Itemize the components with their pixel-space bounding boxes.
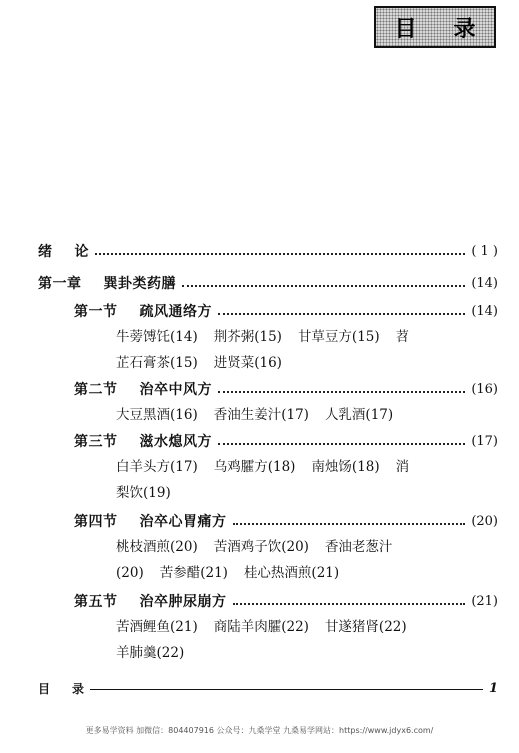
footer-rule	[90, 689, 483, 690]
recipe-entry[interactable]: 南烛饧(18)	[311, 459, 380, 475]
toc-row-section-2[interactable]	[74, 378, 498, 400]
footer-label: 目 录	[38, 681, 85, 696]
recipe-entry[interactable]: 甘草豆方(15)	[297, 329, 380, 345]
page-ref: ( 1 )	[471, 243, 498, 259]
page-footer	[38, 678, 498, 698]
page-ref: (20)	[471, 513, 498, 529]
recipe-entry[interactable]: 羊肺羹(22)	[116, 645, 185, 661]
watermark-text: 更多易学资料 加微信：804407916 公众号：九桑学堂 九桑易学网站：https://www.jdyx6.com/	[85, 726, 434, 735]
page-ref: (16)	[471, 381, 498, 397]
entry-line	[116, 326, 496, 348]
title-char-1: 目	[394, 16, 417, 42]
recipe-entry[interactable]: 苕	[395, 329, 410, 345]
recipe-entry[interactable]: 桂心热酒煎(21)	[243, 565, 340, 581]
recipe-entry[interactable]: 大豆黑酒(16)	[116, 407, 198, 423]
recipe-entry[interactable]: 香油老葱汁	[324, 539, 393, 555]
entry-line	[116, 352, 496, 374]
recipe-entry[interactable]: 香油生姜汁(17)	[213, 407, 309, 423]
recipe-entry[interactable]: 商陆羊肉臛(22)	[213, 619, 309, 635]
page-ref: (17)	[471, 433, 498, 449]
leader-dots	[233, 523, 466, 525]
leader-dots	[218, 391, 465, 393]
toc-label: 第四节 治卒心胃痛方	[74, 514, 227, 530]
recipe-entry[interactable]: 荆芥粥(15)	[213, 329, 282, 345]
recipe-entry[interactable]: 苦参醋(21)	[159, 565, 228, 581]
entry-line	[116, 642, 496, 664]
recipe-entry[interactable]: 甘遂猪肾(22)	[324, 619, 407, 635]
recipe-entry[interactable]: 人乳酒(17)	[324, 407, 394, 423]
toc-row-section-5[interactable]	[74, 590, 498, 612]
toc-title-box	[374, 6, 496, 48]
toc-row-section-1[interactable]	[74, 300, 498, 322]
toc-row-intro[interactable]	[38, 240, 498, 262]
leader-dots	[218, 313, 465, 315]
recipe-entry[interactable]: 桃枝酒煎(20)	[116, 539, 198, 555]
page-ref: (21)	[471, 593, 498, 609]
entry-line	[116, 456, 496, 478]
recipe-entry[interactable]: 牛蒡馎饦(14)	[116, 329, 198, 345]
recipe-entry[interactable]: 芷石膏茶(15)	[116, 355, 198, 371]
page-number: 1	[488, 680, 498, 696]
entry-line	[116, 482, 496, 504]
title-char-2: 录	[453, 16, 476, 42]
recipe-entry[interactable]: 苦酒鸡子饮(20)	[213, 539, 309, 555]
toc-row-section-4[interactable]	[74, 510, 498, 532]
entry-line	[116, 536, 496, 558]
entry-line	[116, 616, 496, 638]
leader-dots	[218, 443, 465, 445]
entry-line	[116, 404, 496, 426]
toc-row-chapter-1[interactable]	[38, 272, 498, 294]
toc-label: 第二节 治卒中风方	[74, 382, 212, 398]
toc-row-section-3[interactable]	[74, 430, 498, 452]
leader-dots	[233, 603, 466, 605]
toc-label: 第三节 滋水熄风方	[74, 434, 212, 450]
toc-label: 第五节 治卒肿尿崩方	[74, 594, 227, 610]
toc-label: 绪 论	[38, 244, 89, 260]
recipe-entry[interactable]: 消	[395, 459, 410, 475]
leader-dots	[95, 253, 465, 255]
recipe-entry[interactable]: 乌鸡臛方(18)	[213, 459, 296, 475]
recipe-entry[interactable]: 白羊头方(17)	[116, 459, 198, 475]
recipe-entry[interactable]: 苦酒鲤鱼(21)	[116, 619, 198, 635]
entry-line	[116, 562, 496, 584]
toc-label: 第一节 疏风通络方	[74, 304, 212, 320]
page-ref: (14)	[471, 275, 498, 291]
page-ref: (14)	[471, 303, 498, 319]
recipe-entry[interactable]: (20)	[116, 565, 144, 581]
recipe-entry[interactable]: 进贤菜(16)	[213, 355, 282, 371]
recipe-entry[interactable]: 梨饮(19)	[116, 485, 171, 501]
leader-dots	[182, 285, 465, 287]
toc-label: 第一章 巽卦类药膳	[38, 276, 176, 292]
